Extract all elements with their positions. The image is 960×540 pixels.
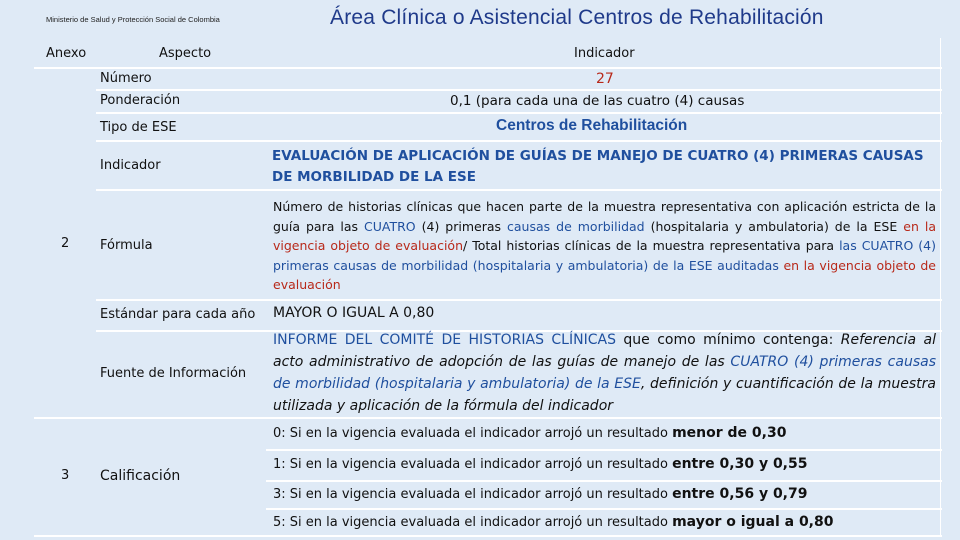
tipo-ese-label: Tipo de ESE [100, 120, 177, 135]
page-title: Área Clínica o Asistencial Centros de Rehabilitación [330, 6, 824, 29]
formula-label: Fórmula [100, 238, 153, 253]
header-aspecto: Aspecto [159, 46, 212, 61]
calificacion-row-3: 5: Si en la vigencia evaluada el indicador arrojó un resultado mayor o igual a 0,80 [273, 514, 834, 530]
estandar-label: Estándar para cada año [100, 307, 256, 322]
tipo-ese-value: Centros de Rehabilitación [496, 117, 688, 134]
numero-label: Número [100, 71, 152, 86]
indicador-value-line2: DE MORBILIDAD DE LA ESE [272, 169, 476, 185]
estandar-value: MAYOR O IGUAL A 0,80 [273, 305, 435, 321]
calificacion-row-2: 3: Si en la vigencia evaluada el indicador arrojó un resultado entre 0,56 y 0,79 [273, 486, 808, 502]
numero-value: 27 [596, 71, 614, 87]
ministry-name: Ministerio de Salud y Protección Social de Colombia [46, 15, 220, 24]
anexo-3-number: 3 [61, 468, 70, 483]
ponderacion-label: Ponderación [100, 93, 181, 108]
calificacion-row-1: 1: Si en la vigencia evaluada el indicador arrojó un resultado entre 0,30 y 0,55 [273, 456, 808, 472]
indicador-label: Indicador [100, 158, 161, 173]
calificacion-label: Calificación [100, 468, 181, 484]
formula-text: Número de historias clínicas que hacen parte de la muestra representativa con aplicación estricta de la guía para las CUATRO (4) primeras causas de morbilidad (hospitalaria y ambulatoria) de la ESE en la vigencia objeto de evaluación/ Total historias clínicas de la muestra representativa para las CUATRO (4) primeras causas de morbilidad (hospitalaria y ambulatoria) de la ESE auditadas en la vigencia objeto de evaluación [273, 199, 937, 292]
header-anexo: Anexo [46, 46, 87, 61]
indicador-value-line1: EVALUACIÓN DE APLICACIÓN DE GUÍAS DE MANEJO DE CUATRO (4) PRIMERAS CAUSAS [272, 148, 924, 164]
anexo-2-number: 2 [61, 236, 70, 251]
ponderacion-value: 0,1 (para cada una de las cuatro (4) causas [450, 93, 745, 109]
fuente-text: INFORME DEL COMITÉ DE HISTORIAS CLÍNICAS que como mínimo contenga: Referencia al acto administrativo de adopción de las guías de manejo de las CUATRO (4) primeras causas de morbilidad (hospitalaria y ambulatoria) de la ESE, definición y cuantificación de la muestra utilizada y aplicación de la fórmula del indicador [273, 332, 936, 414]
calificacion-row-0: 0: Si en la vigencia evaluada el indicador arrojó un resultado menor de 0,30 [273, 425, 787, 441]
fuente-label: Fuente de Información [100, 366, 247, 381]
header-indicador: Indicador [574, 46, 635, 61]
